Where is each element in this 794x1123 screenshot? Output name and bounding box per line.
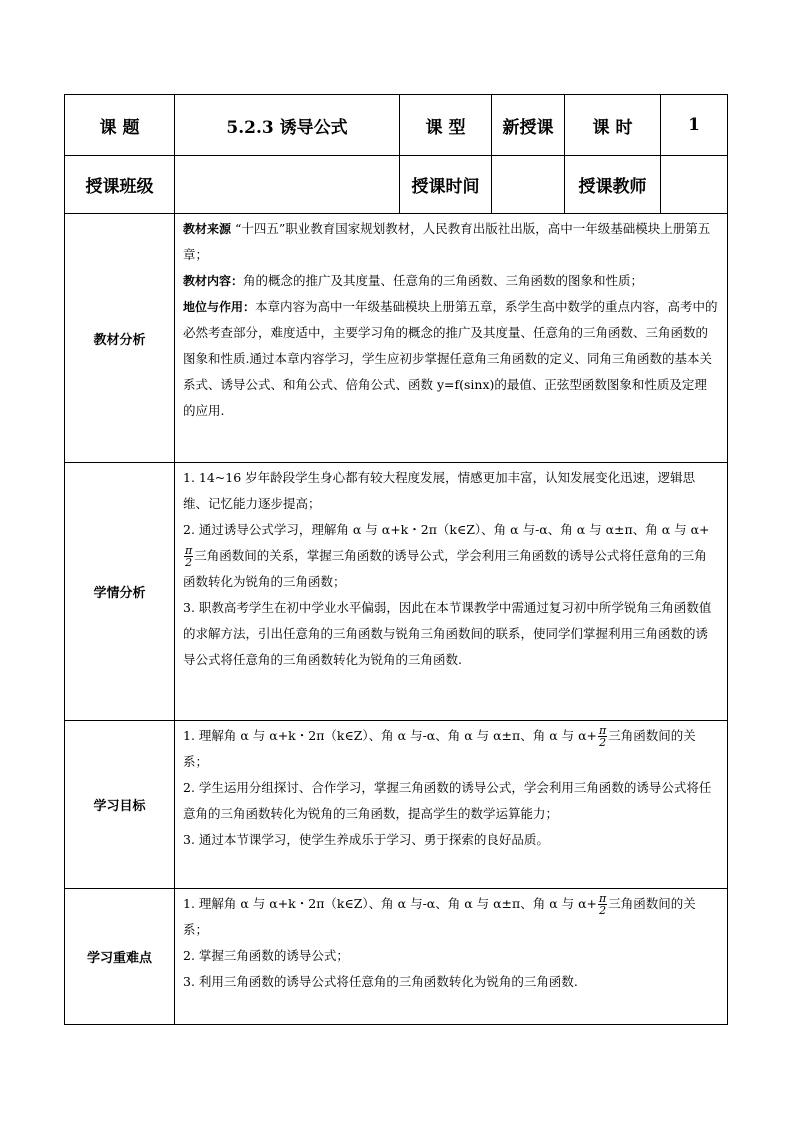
keypoints-label: 学习重难点: [65, 889, 175, 1025]
keypoints-row: [65, 889, 728, 1025]
fraction-numerator: π: [599, 724, 607, 737]
materials-content-line: [183, 268, 719, 294]
keypoints-p1-before: 1. 理解角 α 与 α+k・2π（k∈Z）、角 α 与-α、角 α 与 α±π、角 α 与 α+: [183, 896, 598, 911]
materials-content-title: 教材内容：: [183, 274, 244, 288]
hours-value: 1: [661, 95, 728, 156]
students-p2-after: 三角函数间的关系，掌握三角函数的诱导公式，学会利用三角函数的诱导公式将任意角的三角函数转化为锐角的三角函数；: [183, 548, 707, 589]
goals-p1-after: 三角函数间的关系；: [183, 728, 696, 769]
students-p3: 3. 职教高考学生在初中学业水平偏弱，因此在本节课教学中需通过复习初中所学锐角三角函数值的求解方法，引出任意角的三角函数与锐角三角函数间的联系，使同学们掌握利用三角函数的诱导公式将任意角的三角函数转化为锐角的三角函数.: [183, 600, 712, 667]
header-row: [65, 95, 728, 156]
students-content: [175, 463, 728, 721]
students-row: [65, 463, 728, 721]
keypoints-p1: [183, 891, 719, 943]
students-p2: [183, 517, 719, 595]
keypoints-p2: 2. 掌握三角函数的诱导公式；: [183, 948, 349, 963]
type-label: 课 型: [400, 95, 492, 156]
students-p1: 1. 14~16 岁年龄段学生身心都有较大程度发展，情感更加丰富，认知发展变化迅速，逻辑思维、记忆能力逐步提高；: [183, 470, 696, 511]
materials-content-text: 角的概念的推广及其度量、任意角的三角函数、三角函数的图象和性质；: [243, 273, 644, 288]
class-label: 授课班级: [65, 156, 175, 214]
class-value: [175, 156, 400, 214]
goals-p3: 3. 通过本节课学习，使学生养成乐于学习、勇于探索的良好品质。: [183, 832, 549, 847]
hours-label: 课 时: [565, 95, 661, 156]
students-label: 学情分析: [65, 463, 175, 721]
meta-row: [65, 156, 728, 214]
fraction-denominator: 2: [599, 904, 607, 917]
pi-over-2-fraction: [598, 725, 607, 748]
materials-source-title: 教材来源: [183, 222, 232, 236]
goals-content: [175, 721, 728, 889]
goals-row: [65, 721, 728, 889]
teacher-label: 授课教师: [565, 156, 661, 214]
materials-role-title: 地位与作用：: [183, 300, 256, 314]
fraction-numerator: π: [185, 544, 193, 557]
type-value: 新授课: [492, 95, 565, 156]
goals-label: 学习目标: [65, 721, 175, 889]
keypoints-p1-after: 三角函数间的关系；: [183, 896, 696, 937]
materials-source: [183, 216, 719, 268]
materials-role-text: 本章内容为高中一年级基础模块上册第五章，系学生高中数学的重点内容，高考中的必然考查部分，难度适中，主要学习角的概念的推广及其度量、任意角的三角函数、三角函数的图象和性质.通过本章内容学习，学生应初步掌握任意角三角函数的定义、同角三角函数的基本关系式、诱导公式、和角公式、倍角公式、函数 y=f(sinx)的最值、正弦型函数图象和性质及定理的应用.: [183, 299, 718, 418]
goals-p2: 2. 学生运用分组探讨、合作学习，掌握三角函数的诱导公式，学会利用三角函数的诱导公式将任意角的三角函数转化为锐角的三角函数，提高学生的数学运算能力；: [183, 780, 712, 821]
students-p2-before: 2. 通过诱导公式学习，理解角 α 与 α+k・2π（k∈Z）、角 α 与-α、角 α 与 α±π、角 α 与 α+: [183, 522, 710, 537]
materials-row: [65, 214, 728, 463]
goals-p1-before: 1. 理解角 α 与 α+k・2π（k∈Z）、角 α 与-α、角 α 与 α±π、角 α 与 α+: [183, 728, 598, 743]
topic-value: 5.2.3 诱导公式: [175, 95, 400, 156]
teacher-value: [661, 156, 728, 214]
materials-content: [175, 214, 728, 463]
keypoints-p3: 3. 利用三角函数的诱导公式将任意角的三角函数转化为锐角的三角函数.: [183, 974, 578, 989]
keypoints-content: [175, 889, 728, 1025]
materials-role: [183, 294, 719, 424]
goals-p1: [183, 723, 719, 775]
lesson-plan-table: [64, 94, 728, 1025]
pi-over-2-fraction: [184, 545, 193, 568]
topic-label: 课 题: [65, 95, 175, 156]
materials-label: 教材分析: [65, 214, 175, 463]
fraction-numerator: π: [599, 892, 607, 905]
materials-source-text: “十四五”职业教育国家规划教材，人民教育出版社出版，高中一年级基础模块上册第五章；: [183, 221, 711, 262]
fraction-denominator: 2: [599, 736, 607, 749]
time-label: 授课时间: [400, 156, 492, 214]
pi-over-2-fraction: [598, 893, 607, 916]
fraction-denominator: 2: [185, 556, 193, 569]
time-value: [492, 156, 565, 214]
